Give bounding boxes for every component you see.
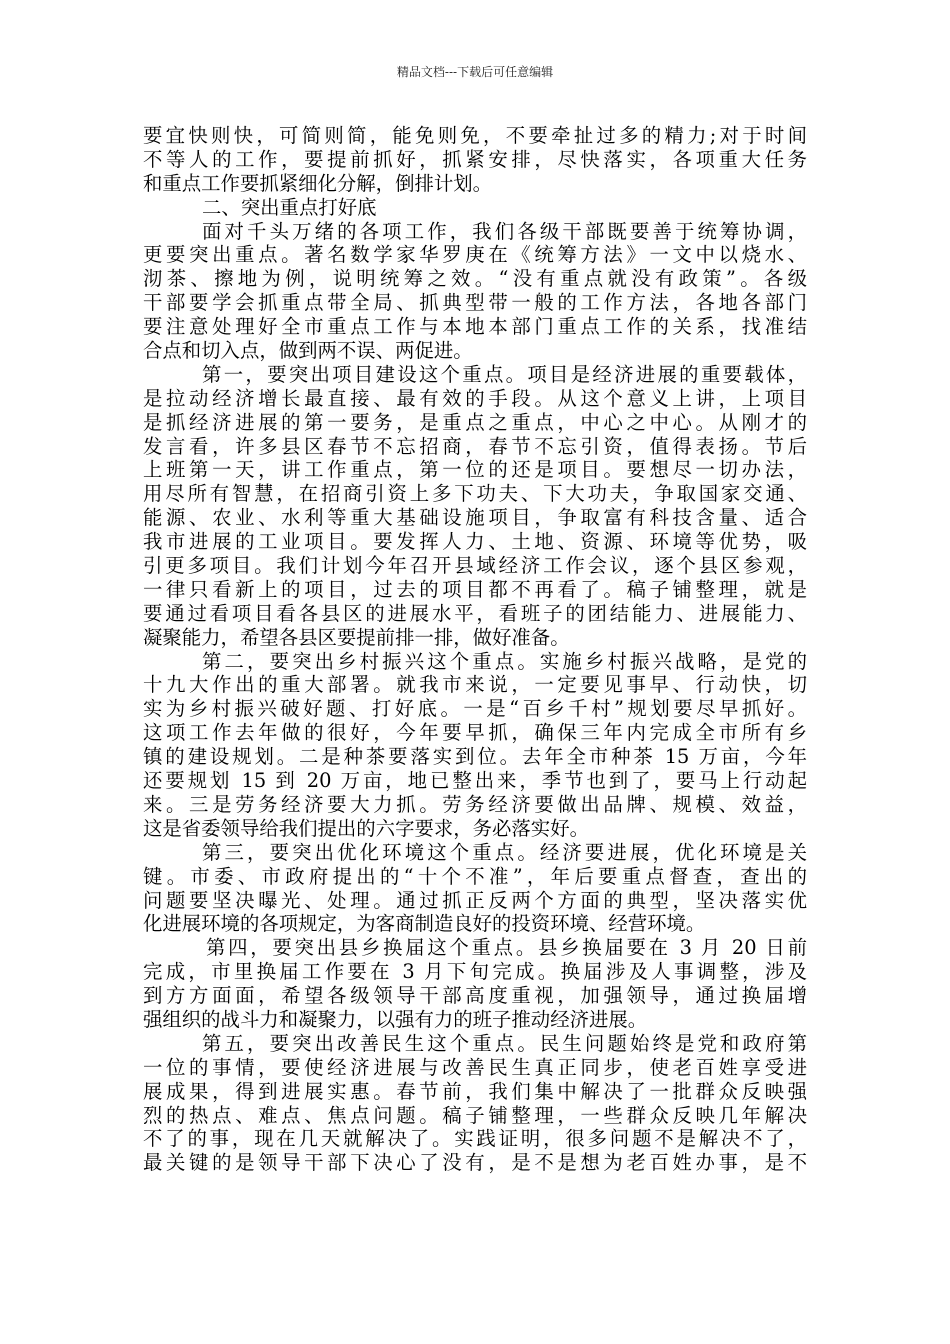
text-line: 第三，要突出优化环境这个重点。经济要进展，优化环境是关 bbox=[202, 840, 807, 864]
text-line: 强组织的战斗力和凝聚力，以强有力的班子推动经济进展。 bbox=[143, 1007, 648, 1031]
text-line: 面对千头万绪的各项工作，我们各级干部既要善于统筹协调， bbox=[202, 219, 807, 243]
text-line: 问题要坚决曝光、处理。通过抓正反两个方面的典型，坚决落实优 bbox=[143, 888, 807, 912]
text-line: 我市进展的工业项目。要发挥人力、土地、资源、环境等优势，吸 bbox=[143, 530, 807, 554]
text-line: 要宜快则快，可简则简，能免则免，不要牵扯过多的精力;对于时间 bbox=[143, 124, 807, 147]
text-line: 完成，市里换届工作要在 3 月下旬完成。换届涉及人事调整，涉及 bbox=[143, 960, 807, 984]
text-line: 上班第一天，讲工作重点，第一位的还是项目。要想尽一切办法， bbox=[143, 458, 807, 482]
text-line: 沏茶、擦地为例，说明统筹之效。“没有重点就没有政策”。各级 bbox=[143, 267, 807, 291]
text-line: 是拉动经济增长最直接、最有效的手段。从这个意义上讲，上项目 bbox=[143, 386, 807, 410]
text-line: 还要规划 15 到 20 万亩，地已整出来，季节也到了，要马上行动起 bbox=[143, 769, 807, 793]
document-body bbox=[143, 124, 807, 1175]
text-line: 键。市委、市政府提出的“十个不准”，年后要重点督查，查出的 bbox=[143, 864, 807, 888]
text-line: 展成果，得到进展实惠。春节前，我们集中解决了一批群众反映强 bbox=[143, 1079, 807, 1103]
text-line: 干部要学会抓重点带全局、抓典型带一般的工作方法，各地各部门 bbox=[143, 291, 807, 315]
text-line: 最关键的是领导干部下决心了没有，是不是想为老百姓办事，是不 bbox=[143, 1151, 807, 1175]
text-line: 实为乡村振兴破好题、打好底。一是“百乡千村”规划要尽早抓好。 bbox=[143, 697, 807, 721]
text-line: 要注意处理好全市重点工作与本地本部门重点工作的关系，找准结 bbox=[143, 315, 807, 339]
text-line: 不了的事，现在几天就解决了。实践证明，很多问题不是解决不了， bbox=[143, 1127, 807, 1151]
text-line: 第一，要突出项目建设这个重点。项目是经济进展的重要载体， bbox=[202, 362, 807, 386]
text-line: 更要突出重点。著名数学家华罗庚在《统筹方法》一文中以烧水、 bbox=[143, 243, 807, 267]
text-line: 合点和切入点，做到两不误、两促进。 bbox=[143, 339, 473, 363]
text-line: 用尽所有智慧，在招商引资上多下功夫、下大功夫，争取国家交通、 bbox=[143, 482, 807, 506]
text-line: 不等人的工作，要提前抓好，抓紧安排，尽快落实，各项重大任务 bbox=[143, 147, 807, 171]
text-line: 第五，要突出改善民生这个重点。民生问题始终是党和政府第 bbox=[202, 1031, 807, 1055]
text-line: 一位的事情，要使经济进展与改善民生真正同步，使老百姓享受进 bbox=[143, 1055, 807, 1079]
text-line: 镇的建设规划。二是种茶要落实到位。去年全市种茶 15 万亩，今年 bbox=[143, 745, 807, 769]
page-header: 精品文档---下载后可任意编辑 bbox=[396, 65, 554, 79]
text-line: 和重点工作要抓紧细化分解，倒排计划。 bbox=[143, 171, 493, 195]
text-line: 能源、农业、水利等重大基础设施项目，争取富有科技含量、适合 bbox=[143, 506, 807, 530]
text-line: 这项工作去年做的很好，今年要早抓，确保三年内完成全市所有乡 bbox=[143, 721, 807, 745]
text-line: 烈的热点、难点、焦点问题。稿子铺整理，一些群众反映几年解决 bbox=[143, 1103, 807, 1127]
text-line: 化进展环境的各项规定，为客商制造良好的投资环境、经营环境。 bbox=[143, 912, 706, 936]
text-line: 来。三是劳务经济要大力抓。劳务经济要做出品牌、规模、效益， bbox=[143, 792, 807, 816]
text-line: 这是省委领导给我们提出的六字要求，务必落实好。 bbox=[143, 816, 589, 840]
text-line: 第四，要突出县乡换届这个重点。县乡换届要在 3 月 20 日前 bbox=[206, 936, 807, 960]
text-line: 到方方面面，希望各级领导干部高度重视，加强领导，通过换届增 bbox=[143, 984, 807, 1008]
section-heading: 二、突出重点打好底 bbox=[202, 195, 377, 219]
text-line: 一律只看新上的项目，过去的项目都不再看了。稿子铺整理，就是 bbox=[143, 577, 807, 601]
text-line: 是抓经济进展的第一要务，是重点之重点，中心之中心。从刚才的 bbox=[143, 410, 807, 434]
text-line: 第二，要突出乡村振兴这个重点。实施乡村振兴战略，是党的 bbox=[202, 649, 807, 673]
text-line: 引更多项目。我们计划今年召开县域经济工作会议，逐个县区参观， bbox=[143, 554, 807, 578]
text-line: 发言看，许多县区春节不忘招商，春节不忘引资，值得表扬。节后 bbox=[143, 434, 807, 458]
text-line: 凝聚能力，希望各县区要提前排一排，做好准备。 bbox=[143, 625, 570, 649]
text-line: 十九大作出的重大部署。就我市来说，一定要见事早、行动快，切 bbox=[143, 673, 807, 697]
text-line: 要通过看项目看各县区的进展水平，看班子的团结能力、进展能力、 bbox=[143, 601, 807, 625]
